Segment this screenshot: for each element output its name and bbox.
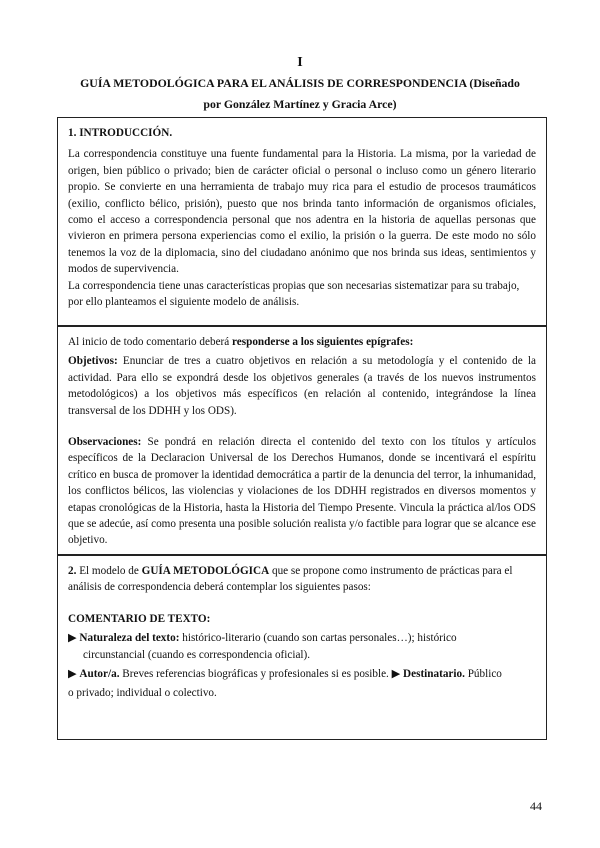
introduction-paragraph-2: La correspondencia tiene unas características propias que son necesarias sistematizar para su trabajo, por ello planteamos el siguiente modelo de análisis. <box>68 279 520 309</box>
observations-text: Se pondrá en relación directa el contenido del texto con los títulos y artículos específicos de la Declaracion Universal de los Derechos Humanos, donde se incentivará el espíritu crítico en busca de promover la identidad democrática a partir de la denuncia del terror, la inhumanidad, los conflictos bélicos, las violencias y violaciones de los DDHH registrados en diversos momentos y etapas cronológicas de la Historia, hasta la Historia del Tiempo Presente. Vincula la práctica al/los ODS que se adecúe, así como presenta una posible solución realista y/o factible para lograr que se alcance ese objetivo. <box>68 436 536 547</box>
page-number: 44 <box>530 799 542 813</box>
epigraphs-intro-text: Al inicio de todo comentario deberá <box>68 336 233 348</box>
objectives-text: Enunciar de tres a cuatro objetivos en relación a su metodología y el contenido de la actividad. Para ello se expondrá desde los objetivos generales (a través de los nuevos instrumentos metodológicos) a los objetivos más específicos (en relación al contenido, integrándose la línea transversal de los DDHH y los ODS). <box>68 355 536 417</box>
author-item <box>68 666 536 682</box>
nature-item <box>68 630 536 646</box>
nature-label: Naturaleza del texto: <box>79 632 180 645</box>
introduction-paragraph: La correspondencia constituye una fuente fundamental para la Historia. La misma, por la variedad de origen, bien público o privado; bien de carácter oficial o personal o incluso como un género literario propio. Se convierte en una herramienta de trabajo muy rica para el estudio de procesos traumáticos (exilio, conflicto bélico, prisión), puesto que nos brinda tanto información de organismos oficiales, como el acceso a correspondencia personal que nos adentra en la historia de aquellas personas que vivieron en primera persona experiencias como el exilio, la prisión o la guerra. De este modo no sólo tenemos la voz de la diplomacia, sino del ciudadano anónimo que nos brinda sus ideas, sentimientos y modos de supervivencia. <box>68 148 536 276</box>
guide-intro-text-b: que se propone como instrumento de prácticas para el análisis de correspondencia deberá contemplar los siguientes pasos: <box>68 565 513 594</box>
objectives-label: Objetivos: <box>68 355 118 368</box>
observations-label: Observaciones: <box>68 436 142 449</box>
title-line-2: por González Martínez y Gracia Arce) <box>203 97 397 111</box>
epigraphs-intro <box>68 334 536 350</box>
epigraphs-intro-bold: responderse a los siguientes epígrafes: <box>232 336 414 348</box>
introduction-box <box>57 117 547 326</box>
comment-heading-text: COMENTARIO DE TEXTO: <box>68 612 211 625</box>
guide-box <box>57 555 547 740</box>
arrow-icon: ▶ <box>68 668 77 681</box>
guide-intro <box>68 563 536 596</box>
author-label: Autor/a. <box>79 668 120 681</box>
recipient-item-cont: o privado; individual o colectivo. <box>68 687 217 700</box>
recipient-text: Público <box>464 668 502 681</box>
epigraphs-box <box>57 326 547 555</box>
guide-title-bold: GUÍA METODOLÓGICA <box>141 565 270 577</box>
recipient-label: Destinatario. <box>403 668 465 681</box>
introduction-heading: 1. INTRODUCCIÓN. <box>68 127 173 139</box>
objectives-paragraph <box>68 353 536 419</box>
nature-item-cont: circunstancial (cuando es correspondencia oficial). <box>83 648 311 661</box>
author-text: Breves referencias biográficas y profesionales si es posible. <box>119 668 392 681</box>
observations-paragraph <box>68 434 536 549</box>
guide-number: 2. <box>68 565 77 577</box>
chapter-numeral: I <box>297 55 303 70</box>
title-line-1: GUÍA METODOLÓGICA PARA EL ANÁLISIS DE CORRESPONDENCIA (Diseñado <box>80 76 520 90</box>
comment-heading <box>68 611 536 627</box>
arrow-icon: ▶ <box>68 632 77 645</box>
guide-intro-text-a: El modelo de <box>76 565 142 577</box>
arrow-icon: ▶ <box>391 668 401 681</box>
nature-text: histórico-literario (cuando son cartas personales…); histórico <box>179 632 457 645</box>
